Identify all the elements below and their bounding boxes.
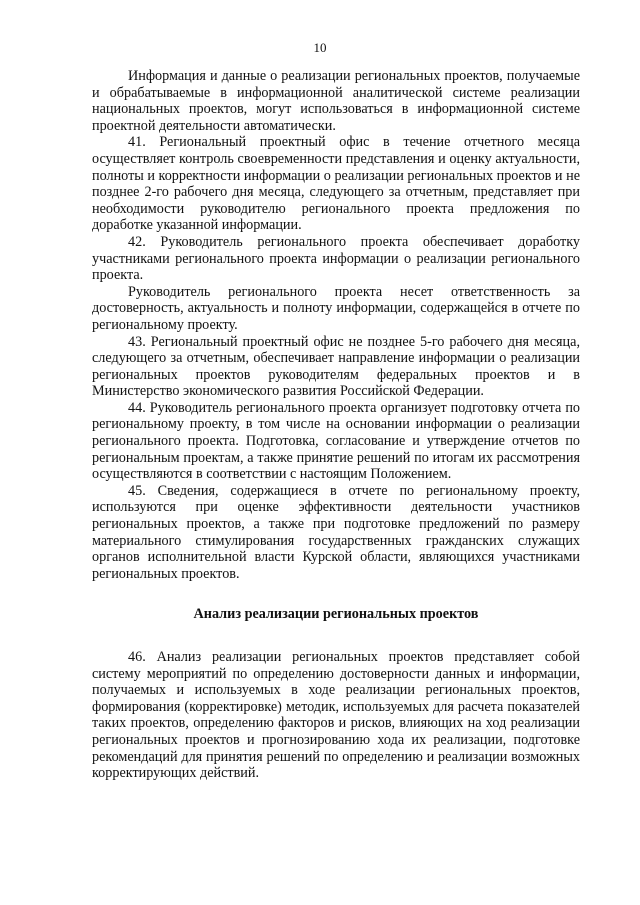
paragraph-45: 45. Сведения, содержащиеся в отчете по региональному проекту, используются при оценке эффективности деятельности участников региональных проектов, а также при подготовке предложений по размеру материального стимулирования государственных гражданских служащих органов исполнительной власти Курской области, являющихся участниками региональных проектов.	[92, 482, 580, 582]
paragraph-46: 46. Анализ реализации региональных проектов представляет собой систему мероприятий по определению достоверности данных и информации, получаемых и используемых в ходе реализации региональных проектов, формирования (корректировке) методик, используемых для расчета показателей таких проектов, определению факторов и рисков, влияющих на ход реализации региональных проектов и прогнозированию хода их реализации, подготовке рекомендаций для принятия решений по определению и реализации возможных корректирующих действий.	[92, 649, 580, 782]
paragraph-43: 43. Региональный проектный офис не позднее 5-го рабочего дня месяца, следующего за отчетным, обеспечивает направление информации о реализации региональных проектов руководителям федеральных проектов и в Министерство экономического развития Российской Федерации.	[92, 333, 580, 400]
paragraph-42: 42. Руководитель регионального проекта обеспечивает доработку участниками регионального проекта информации о реализации регионального проекта.	[92, 233, 580, 284]
paragraph-44: 44. Руководитель регионального проекта организует подготовку отчета по региональному проекту, в том числе на основании информации о реализации регионального проекта. Подготовка, согласование и утверждение отчетов по региональным проектам, а также принятие решений по итогам их рассмотрения осуществляются в соответствии с настоящим Положением.	[92, 399, 580, 483]
page-number: 10	[313, 40, 327, 55]
document-body	[92, 68, 580, 782]
paragraph-42-responsibility: Руководитель регионального проекта несет ответственность за достоверность, актуальность и полноту информации, содержащейся в отчете по региональному проекту.	[92, 283, 580, 333]
paragraph-info-systems: Информация и данные о реализации региональных проектов, получаемые и обрабатываемые в информационной аналитической системе реализации национальных проектов, могут использоваться в информационной системе проектной деятельности автоматически.	[92, 68, 580, 134]
paragraph-41: 41. Региональный проектный офис в течение отчетного месяца осуществляет контроль своевременности представления и оценку актуальности, полноты и корректности информации о реализации региональных проектов и не позднее 2-го рабочего дня месяца, следующего за отчетным, представляет при необходимости руководителю регионального проекта предложения по доработке указанной информации.	[92, 134, 580, 234]
section-heading: Анализ реализации региональных проектов	[193, 606, 479, 623]
